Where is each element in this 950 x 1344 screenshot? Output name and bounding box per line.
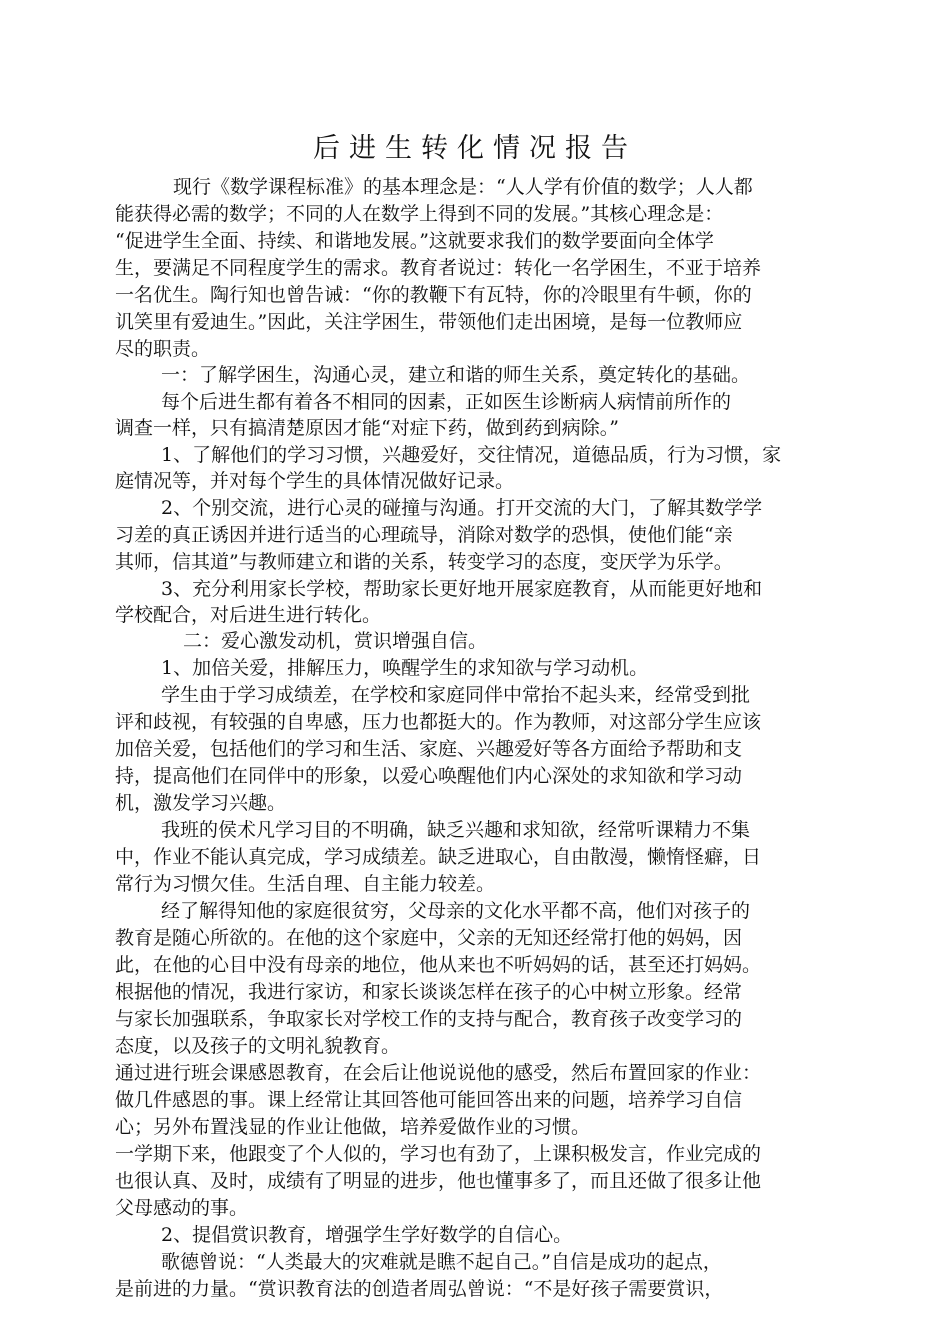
text-line: 根据他的情况，我进行家访，和家长谈谈怎样在孩子的心中树立形象。经常 <box>115 981 743 1003</box>
text-line: “促进学生全面、持续、和谐地发展。”这就要求我们的数学要面向全体学 <box>115 230 714 252</box>
text-line: 是前进的力量。“赏识教育法的创造者周弘曾说：“不是好孩子需要赏识， <box>115 1278 724 1300</box>
text-line: 尽的职责。 <box>115 338 211 360</box>
text-line: 2、个别交流，进行心灵的碰撞与沟通。打开交流的大门，了解其数学学 <box>161 497 763 519</box>
text-line: 与家长加强联系，争取家长对学校工作的支持与配合，教育孩子改变学习的 <box>115 1008 743 1030</box>
text-line: 歌德曾说：“人类最大的灾难就是瞧不起自己。”自信是成功的起点， <box>161 1251 722 1273</box>
text-line: 每个后进生都有着各不相同的因素，正如医生诊断病人病情前所作的 <box>161 391 732 413</box>
subsection-heading: 2、提倡赏识教育，增强学生学好数学的自信心。 <box>161 1224 573 1246</box>
text-line: 加倍关爱，包括他们的学习和生活、家庭、兴趣爱好等各方面给予帮助和支 <box>115 738 743 760</box>
text-line: 一名优生。陶行知也曾告诫：“你的教鞭下有瓦特，你的冷眼里有牛顿，你的 <box>115 284 752 306</box>
section-heading: 一：了解学困生，沟通心灵，建立和谐的师生关系，奠定转化的基础。 <box>161 364 751 386</box>
text-line: 中，作业不能认真完成，学习成绩差。缺乏进取心，自由散漫，懒惰怪癖，日 <box>115 846 762 868</box>
text-line: 能获得必需的数学；不同的人在数学上得到不同的发展。”其核心理念是： <box>115 203 724 225</box>
text-line: 持，提高他们在同伴中的形象，以爱心唤醒他们内心深处的求知欲和学习动 <box>115 765 743 787</box>
text-line: 教育是随心所欲的。在他的这个家庭中，父亲的无知还经常打他的妈妈，因 <box>115 927 743 949</box>
subsection-heading: 1、加倍关爱，排解压力，唤醒学生的求知欲与学习动机。 <box>161 657 649 679</box>
text-line: 生，要满足不同程度学生的需求。教育者说过：转化一名学困生，不亚于培养 <box>115 257 762 279</box>
text-line: 我班的侯术凡学习目的不明确，缺乏兴趣和求知欲，经常听课精力不集 <box>161 819 751 841</box>
text-line: 1、了解他们的学习习惯，兴趣爱好，交往情况，道德品质，行为习惯，家 <box>161 444 782 466</box>
text-line: 也很认真、及时，成绩有了明显的进步，他也懂事多了，而且还做了很多让他 <box>115 1170 762 1192</box>
text-line: 现行《数学课程标准》的基本理念是：“人人学有价值的数学；人人都 <box>173 176 753 198</box>
text-line: 调查一样，只有搞清楚原因才能“对症下药，做到药到病除。” <box>115 417 619 439</box>
text-line: 习差的真正诱因并进行适当的心理疏导，消除对数学的恐惧，使他们能“亲 <box>115 524 733 546</box>
text-line: 机，激发学习兴趣。 <box>115 792 287 814</box>
text-line: 此，在他的心目中没有母亲的地位，他从来也不听妈妈的话，甚至还打妈妈。 <box>115 954 762 976</box>
text-line: 一学期下来，他跟变了个人似的，学习也有劲了，上课积极发言，作业完成的 <box>115 1143 762 1165</box>
text-line: 做几件感恩的事。课上经常让其回答他可能回答出来的问题，培养学习自信 <box>115 1089 743 1111</box>
text-line: 通过进行班会课感恩教育，在会后让他说说他的感受，然后布置回家的作业： <box>115 1062 762 1084</box>
text-line: 庭情况等，并对每个学生的具体情况做好记录。 <box>115 470 515 492</box>
text-line: 态度，以及孩子的文明礼貌教育。 <box>115 1035 401 1057</box>
section-heading: 二：爱心激发动机，赏识增强自信。 <box>183 630 488 652</box>
text-line: 学校配合，对后进生进行转化。 <box>115 604 382 626</box>
text-line: 心；另外布置浅显的作业让他做，培养爱做作业的习惯。 <box>115 1116 591 1138</box>
text-line: 3、充分利用家长学校，帮助家长更好地开展家庭教育，从而能更好地和 <box>161 578 763 600</box>
text-line: 其师，信其道”与教师建立和谐的关系，转变学习的态度，变厌学为乐学。 <box>115 551 733 573</box>
text-line: 讥笑里有爱迪生。”因此，关注学困生，带领他们走出困境，是每一位教师应 <box>115 311 743 333</box>
document-title: 后进生转化情况报告 <box>313 133 637 164</box>
text-line: 经了解得知他的家庭很贫穷，父母亲的文化水平都不高，他们对孩子的 <box>161 900 751 922</box>
text-line: 学生由于学习成绩差，在学校和家庭同伴中常抬不起头来，经常受到批 <box>161 684 751 706</box>
text-line: 评和歧视，有较强的自卑感，压力也都挺大的。作为教师，对这部分学生应该 <box>115 711 762 733</box>
text-line: 父母感动的事。 <box>115 1197 249 1219</box>
text-line: 常行为习惯欠佳。生活自理、自主能力较差。 <box>115 873 496 895</box>
